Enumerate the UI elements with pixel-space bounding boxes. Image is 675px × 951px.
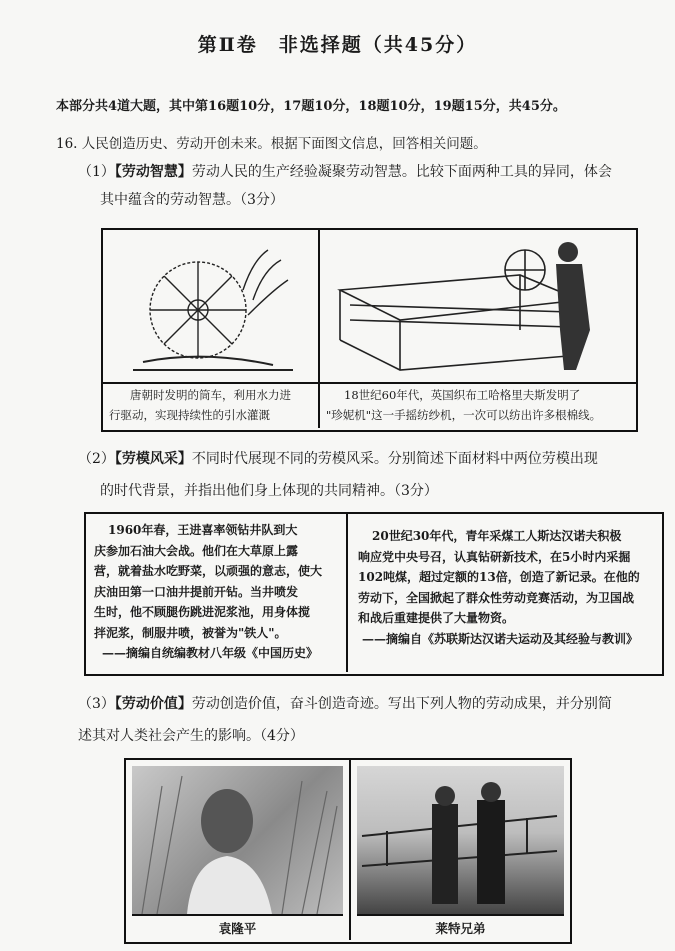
aviation-photo-icon <box>357 766 564 916</box>
section-intro: 本部分共4道大题，其中第16题10分，17题10分，18题10分，19题15分，共45分。 <box>56 99 566 114</box>
part2-line2: 的时代背景，并指出他们身上体现的共同精神。（3分） <box>100 483 438 499</box>
labor-models-table <box>84 512 664 676</box>
part1-tag: 【劳动智慧】 <box>114 164 192 180</box>
question-16-stem: 16. 人民创造历史、劳动开创未来。根据下面图文信息，回答相关问题。 <box>56 136 487 152</box>
part3-tag: 【劳动价值】 <box>114 696 192 712</box>
part2-line1: 不同时代展现不同的劳模风采。分别简述下面材料中两位劳模出现 <box>191 451 598 467</box>
spinning-jenny-cell <box>320 230 636 428</box>
part3-line1: 劳动创造价值，奋斗创造奇迹。写出下列人物的劳动成果，并分别简 <box>191 696 612 712</box>
tools-table <box>101 228 638 432</box>
water-wheel-cell <box>103 230 320 428</box>
material-a-line: 庆油田第一口油井提前开钻。当井喷发 <box>94 584 299 599</box>
part1-text <box>78 158 612 214</box>
part1-num: （1） <box>78 164 115 180</box>
part3-line2: 述其对人类社会产生的影响。（4分） <box>78 728 304 744</box>
material-a-line: 庆参加石油大会战。他们在大草原上露 <box>94 543 299 558</box>
people-table <box>124 758 572 944</box>
wright-brothers-cell <box>351 760 570 940</box>
water-wheel-illustration <box>103 230 318 384</box>
water-wheel-caption-1: 唐朝时发明的筒车，利用水力进 <box>130 388 291 402</box>
part1-line1: 劳动人民的生产经验凝聚劳动智慧。比较下面两种工具的异同，体会 <box>191 164 612 180</box>
part1-line2: 其中蕴含的劳动智慧。（3分） <box>100 192 284 208</box>
material-wang-jinxi <box>86 514 348 672</box>
material-b-line: 响应党中央号召，认真钻研新技术，在5小时内采掘 <box>358 549 631 564</box>
material-b-line: 劳动下，全国掀起了群众性劳动竞赛活动，为卫国战 <box>358 590 635 605</box>
material-b-line: 20世纪30年代，青年采煤工人斯达汉诺夫积极 <box>372 529 622 543</box>
yuan-longping-cell <box>126 760 351 940</box>
material-a-line: 生时，他不顾腿伤跳进泥浆池，用身体搅 <box>94 605 311 619</box>
material-a-line: 1960年春，王进喜率领钻井队到大 <box>108 523 298 537</box>
water-wheel-caption-2: 行驱动，实现持续性的引水灌溉 <box>109 408 270 422</box>
part2-num: （2） <box>78 451 115 467</box>
material-b-line: 102吨煤，超过定额的13倍，创造了新记录。在他的 <box>358 570 640 584</box>
person-name-2: 莱特兄弟 <box>435 921 486 936</box>
part2-text <box>78 443 598 507</box>
spinning-jenny-illustration <box>320 230 636 384</box>
part3-text <box>78 688 612 752</box>
person-name-1: 袁隆平 <box>218 921 257 936</box>
material-b-line: 和战后重建提供了大量物资。 <box>358 611 515 625</box>
part2-tag: 【劳模风采】 <box>114 451 192 467</box>
material-a-line: 营，就着盐水吃野菜，以顽强的意志，使大 <box>94 564 323 578</box>
source-b: ——摘编自《苏联斯达汉诺夫运动及其经验与教训》 <box>362 631 639 646</box>
spinning-jenny-caption-2: "珍妮机"这一手摇纺纱机，一次可以纺出许多根棉线。 <box>326 408 602 422</box>
part3-num: （3） <box>78 696 115 712</box>
material-a-line: 拌泥浆，制服井喷，被誉为"铁人"。 <box>94 625 287 640</box>
source-a: ——摘编自统编教材八年级《中国历史》 <box>102 646 319 660</box>
portrait-photo-icon <box>132 766 343 916</box>
material-stakhanov <box>350 514 662 672</box>
section-title: 第Ⅱ卷 非选择题（共45分） <box>197 34 478 56</box>
spinning-jenny-caption-1: 18世纪60年代，英国织布工哈格里夫斯发明了 <box>344 388 581 402</box>
